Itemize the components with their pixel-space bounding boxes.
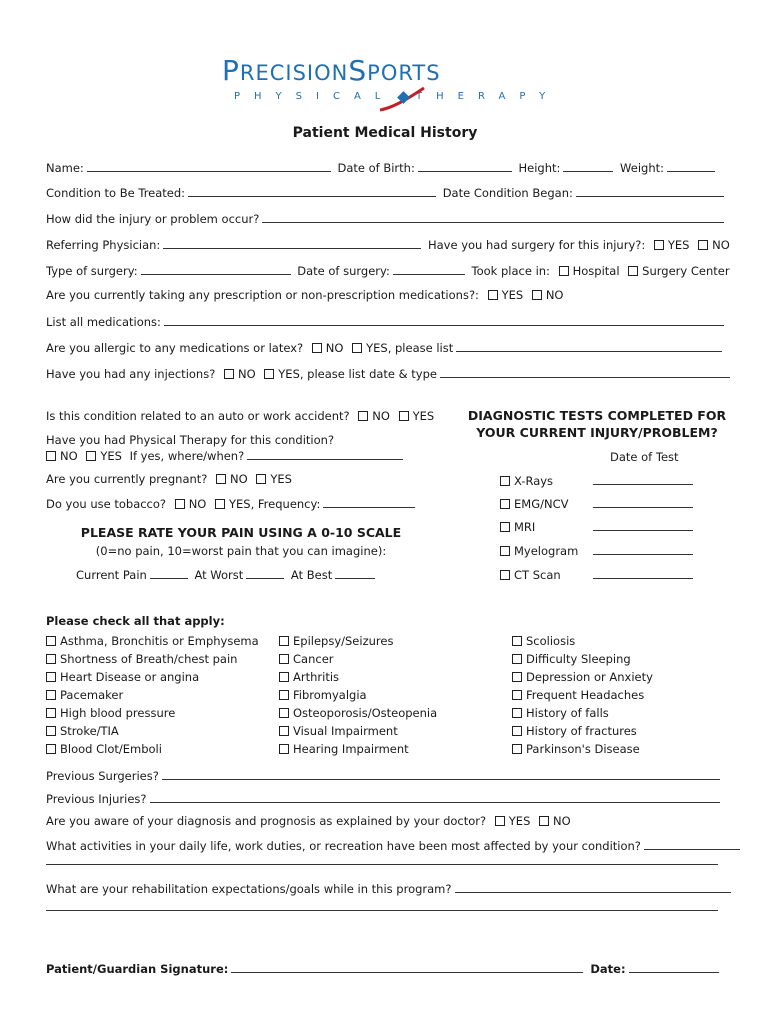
- hospital-checkbox[interactable]: [559, 266, 569, 276]
- surgery-center-checkbox[interactable]: [628, 266, 638, 276]
- diagnostic-test-row: MRI: [500, 519, 696, 534]
- mri-checkbox[interactable]: [500, 522, 510, 532]
- condition-checkbox[interactable]: [512, 672, 522, 682]
- conditions-col1: [46, 632, 259, 758]
- condition-item: Fibromyalgia: [279, 686, 437, 704]
- conditions-col3: [512, 632, 653, 758]
- condition-checkbox[interactable]: [46, 708, 56, 718]
- condition-item: Arthritis: [279, 668, 437, 686]
- row-condition: Condition to Be Treated: Date Condition Began:: [46, 185, 727, 200]
- condition-item: Frequent Headaches: [512, 686, 653, 704]
- condition-checkbox[interactable]: [279, 672, 289, 682]
- pregnant-no-checkbox[interactable]: [216, 474, 226, 484]
- referring-field[interactable]: [163, 237, 421, 249]
- row-goals: What are your rehabilitation expectations/goals while in this program?: [46, 881, 734, 896]
- x-rays-date-field[interactable]: [593, 473, 693, 485]
- condition-item: Heart Disease or angina: [46, 668, 259, 686]
- condition-item: Hearing Impairment: [279, 740, 437, 758]
- condition-item: Parkinson's Disease: [512, 740, 653, 758]
- row-injections: Have you had any injections? NO YES, please list date & type: [46, 366, 733, 381]
- allergic-list-field[interactable]: [456, 340, 722, 352]
- condition-item: Difficulty Sleeping: [512, 650, 653, 668]
- injections-yes-checkbox[interactable]: [264, 369, 274, 379]
- injury-how-field[interactable]: [262, 211, 724, 223]
- tobacco-frequency-field[interactable]: [323, 496, 415, 508]
- signature-field[interactable]: [231, 961, 583, 973]
- row-referring: Referring Physician: Have you had surgery for this injury?: YES NO: [46, 238, 730, 252]
- injections-no-checkbox[interactable]: [224, 369, 234, 379]
- logo: [222, 54, 560, 110]
- prev-injuries-field[interactable]: [150, 791, 720, 803]
- tobacco-no-checkbox[interactable]: [175, 499, 185, 509]
- date-surgery-field[interactable]: [393, 263, 465, 275]
- condition-checkbox[interactable]: [279, 726, 289, 736]
- condition-item: Pacemaker: [46, 686, 259, 704]
- condition-item: Cancer: [279, 650, 437, 668]
- ct-scan-checkbox[interactable]: [500, 570, 510, 580]
- activities-field[interactable]: [644, 838, 740, 850]
- injections-list-field[interactable]: [440, 366, 730, 378]
- myelogram-date-field[interactable]: [593, 543, 693, 555]
- row-activities: What activities in your daily life, work duties, or recreation have been most affected by your condition?: [46, 838, 743, 853]
- conditions-heading: Please check all that apply:: [46, 614, 225, 628]
- condition-checkbox[interactable]: [512, 636, 522, 646]
- condition-checkbox[interactable]: [46, 672, 56, 682]
- condition-checkbox[interactable]: [512, 726, 522, 736]
- signature-date-field[interactable]: [629, 961, 719, 973]
- pain-heading: PLEASE RATE YOUR PAIN USING A 0-10 SCALE: [80, 525, 402, 540]
- logo-subtitle-right: THERAPY: [416, 91, 560, 102]
- diagnostic-heading-line1: DIAGNOSTIC TESTS COMPLETED FOR: [467, 408, 727, 423]
- height-field[interactable]: [563, 160, 613, 172]
- condition-checkbox[interactable]: [46, 744, 56, 754]
- goals-field-continued[interactable]: [46, 899, 718, 911]
- row-type-surgery: Type of surgery: Date of surgery: Took place in: Hospital Surgery Center: [46, 264, 730, 278]
- pt-where-field[interactable]: [247, 448, 403, 460]
- medications-yes-checkbox[interactable]: [488, 290, 498, 300]
- row-injury-how: How did the injury or problem occur?: [46, 211, 727, 226]
- current-pain-field[interactable]: [150, 567, 188, 579]
- myelogram-checkbox[interactable]: [500, 546, 510, 556]
- pt-no-checkbox[interactable]: [46, 451, 56, 461]
- logo-swoosh-icon: [372, 84, 432, 114]
- row-signature: Patient/Guardian Signature: Date:: [46, 961, 722, 976]
- row-name: Name: Date of Birth: Height: Weight:: [46, 160, 718, 175]
- date-began-field[interactable]: [576, 185, 724, 197]
- x-rays-checkbox[interactable]: [500, 476, 510, 486]
- condition-checkbox[interactable]: [512, 744, 522, 754]
- row-medications: Are you currently taking any prescription or non-prescription medications?: YES NO: [46, 288, 564, 302]
- row-aware: Are you aware of your diagnosis and prognosis as explained by your doctor? YES NO: [46, 814, 571, 828]
- surgery-yes-checkbox[interactable]: [654, 240, 664, 250]
- allergic-yes-checkbox[interactable]: [352, 343, 362, 353]
- condition-checkbox[interactable]: [512, 708, 522, 718]
- page-title: Patient Medical History: [292, 125, 478, 141]
- condition-item: Shortness of Breath/chest pain: [46, 650, 259, 668]
- row-pain: Current Pain At Worst At Best: [76, 567, 378, 582]
- condition-checkbox[interactable]: [46, 636, 56, 646]
- activities-field-continued[interactable]: [46, 853, 718, 865]
- pregnant-yes-checkbox[interactable]: [256, 474, 266, 484]
- date-of-test-label: Date of Test: [610, 450, 679, 464]
- medications-no-checkbox[interactable]: [532, 290, 542, 300]
- condition-item: Asthma, Bronchitis or Emphysema: [46, 632, 259, 650]
- pt-question: Have you had Physical Therapy for this condition?: [46, 433, 335, 447]
- condition-item: Epilepsy/Seizures: [279, 632, 437, 650]
- condition-checkbox[interactable]: [46, 726, 56, 736]
- name-field[interactable]: [87, 160, 331, 172]
- condition-item: History of falls: [512, 704, 653, 722]
- tobacco-yes-checkbox[interactable]: [215, 499, 225, 509]
- condition-item: History of fractures: [512, 722, 653, 740]
- condition-checkbox[interactable]: [512, 654, 522, 664]
- condition-item: High blood pressure: [46, 704, 259, 722]
- diagnostic-test-row: CT Scan: [500, 567, 696, 582]
- condition-checkbox[interactable]: [512, 690, 522, 700]
- row-accident: Is this condition related to an auto or work accident? NO YES: [46, 409, 435, 423]
- row-list-meds: List all medications:: [46, 314, 727, 329]
- condition-item: Visual Impairment: [279, 722, 437, 740]
- condition-item: Blood Clot/Emboli: [46, 740, 259, 758]
- emg-ncv-date-field[interactable]: [593, 496, 693, 508]
- accident-no-checkbox[interactable]: [358, 411, 368, 421]
- condition-checkbox[interactable]: [279, 744, 289, 754]
- allergic-no-checkbox[interactable]: [312, 343, 322, 353]
- pain-scale-note: (0=no pain, 10=worst pain that you can imagine):: [95, 544, 387, 558]
- emg-ncv-checkbox[interactable]: [500, 499, 510, 509]
- row-allergic: Are you allergic to any medications or latex? NO YES, please list: [46, 340, 725, 355]
- accident-yes-checkbox[interactable]: [399, 411, 409, 421]
- condition-checkbox[interactable]: [46, 654, 56, 664]
- ct-scan-date-field[interactable]: [593, 567, 693, 579]
- condition-field[interactable]: [188, 185, 436, 197]
- mri-date-field[interactable]: [593, 519, 693, 531]
- condition-checkbox[interactable]: [279, 708, 289, 718]
- row-prev-injuries: Previous Injuries?: [46, 791, 723, 806]
- condition-checkbox[interactable]: [279, 636, 289, 646]
- condition-item: Scoliosis: [512, 632, 653, 650]
- conditions-col2: [279, 632, 437, 758]
- diagnostic-heading-line2: YOUR CURRENT INJURY/PROBLEM?: [476, 425, 718, 440]
- weight-field[interactable]: [667, 160, 715, 172]
- row-prev-surgeries: Previous Surgeries?: [46, 768, 723, 783]
- list-meds-field[interactable]: [164, 314, 724, 326]
- condition-checkbox[interactable]: [46, 690, 56, 700]
- condition-item: Osteoporosis/Osteopenia: [279, 704, 437, 722]
- dob-field[interactable]: [418, 160, 512, 172]
- goals-field[interactable]: [455, 881, 731, 893]
- aware-yes-checkbox[interactable]: [495, 816, 505, 826]
- condition-checkbox[interactable]: [279, 654, 289, 664]
- row-pt-answer: NO YES If yes, where/when?: [46, 448, 406, 463]
- diagnostic-test-row: EMG/NCV: [500, 496, 696, 511]
- prev-surgeries-field[interactable]: [162, 768, 720, 780]
- condition-item: Stroke/TIA: [46, 722, 259, 740]
- at-worst-field[interactable]: [246, 567, 284, 579]
- condition-item: Depression or Anxiety: [512, 668, 653, 686]
- logo-subtitle-left: PHYSICAL: [234, 91, 395, 102]
- logo-wordmark: PRECISIONSPORTS: [222, 54, 441, 87]
- condition-checkbox[interactable]: [279, 690, 289, 700]
- aware-no-checkbox[interactable]: [539, 816, 549, 826]
- at-best-field[interactable]: [335, 567, 375, 579]
- diagnostic-test-row: X-Rays: [500, 473, 696, 488]
- surgery-no-checkbox[interactable]: [698, 240, 708, 250]
- row-pregnant: Are you currently pregnant? NO YES: [46, 472, 292, 486]
- row-tobacco: Do you use tobacco? NO YES, Frequency:: [46, 496, 418, 511]
- type-surgery-field[interactable]: [141, 263, 291, 275]
- pt-yes-checkbox[interactable]: [86, 451, 96, 461]
- diagnostic-test-row: Myelogram: [500, 543, 696, 558]
